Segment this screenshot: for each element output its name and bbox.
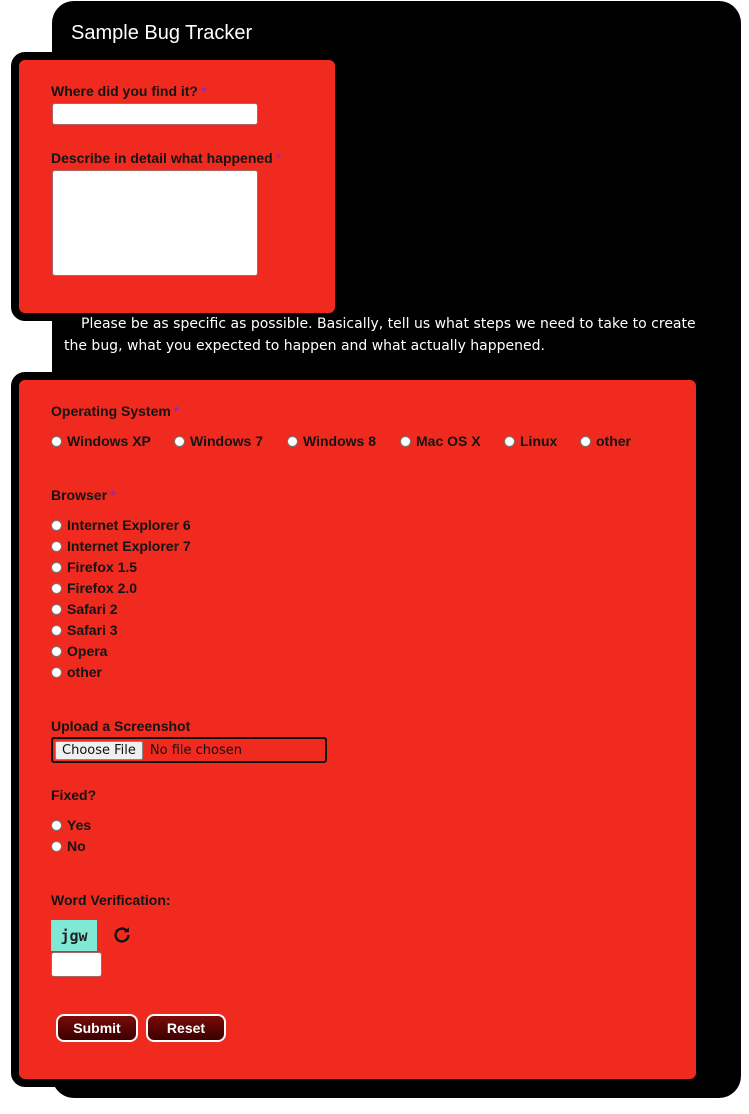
browser-label: Browser * <box>51 487 116 503</box>
radio-button[interactable] <box>51 820 62 831</box>
description-label: Describe in detail what happened * <box>51 150 282 166</box>
radio-button[interactable] <box>51 841 62 852</box>
browser-option-firefox-2-0[interactable]: Firefox 2.0 <box>51 580 137 596</box>
fixed-label: Fixed? <box>51 787 97 803</box>
verification-input[interactable] <box>51 952 102 977</box>
os-label: Operating System * <box>51 403 180 419</box>
where-found-label: Where did you find it? * <box>51 83 207 99</box>
browser-option-firefox-1-5[interactable]: Firefox 1.5 <box>51 559 137 575</box>
fixed-option-no[interactable]: No <box>51 838 86 854</box>
radio-button[interactable] <box>51 625 62 636</box>
verification-label: Word Verification: <box>51 892 171 908</box>
os-option-windows-xp[interactable]: Windows XP <box>51 433 151 449</box>
captcha-image: jgw <box>51 920 97 951</box>
browser-option-safari-3[interactable]: Safari 3 <box>51 622 118 638</box>
where-found-input[interactable] <box>52 103 258 125</box>
os-option-windows-8[interactable]: Windows 8 <box>287 433 376 449</box>
radio-button[interactable] <box>400 436 411 447</box>
radio-button[interactable] <box>51 646 62 657</box>
radio-button[interactable] <box>51 436 62 447</box>
radio-button[interactable] <box>51 583 62 594</box>
radio-button[interactable] <box>287 436 298 447</box>
required-marker: * <box>275 150 282 166</box>
radio-button[interactable] <box>51 520 62 531</box>
description-hint: Please be as specific as possible. Basically, tell us what steps we need to take to create the bug, what you expected to happen and what actually happened. <box>64 316 696 354</box>
radio-button[interactable] <box>51 667 62 678</box>
radio-button[interactable] <box>51 604 62 615</box>
radio-button[interactable] <box>174 436 185 447</box>
file-status: No file chosen <box>149 742 242 758</box>
browser-option-ie6[interactable]: Internet Explorer 6 <box>51 517 191 533</box>
os-option-mac-os-x[interactable]: Mac OS X <box>400 433 481 449</box>
required-marker: * <box>201 83 207 99</box>
page-title: Sample Bug Tracker <box>71 22 253 44</box>
os-option-linux[interactable]: Linux <box>504 433 557 449</box>
fixed-option-yes[interactable]: Yes <box>51 817 91 833</box>
radio-button[interactable] <box>504 436 515 447</box>
radio-button[interactable] <box>580 436 591 447</box>
browser-option-other[interactable]: other <box>51 664 102 680</box>
browser-option-ie7[interactable]: Internet Explorer 7 <box>51 538 191 554</box>
description-textarea[interactable] <box>52 170 258 276</box>
reset-button[interactable]: Reset <box>146 1014 226 1042</box>
submit-button[interactable]: Submit <box>56 1014 138 1042</box>
browser-option-safari-2[interactable]: Safari 2 <box>51 601 118 617</box>
radio-button[interactable] <box>51 541 62 552</box>
upload-label: Upload a Screenshot <box>51 718 191 734</box>
refresh-captcha-icon[interactable] <box>111 924 133 946</box>
browser-option-opera[interactable]: Opera <box>51 643 107 659</box>
screenshot-file-input[interactable] <box>51 737 327 763</box>
required-marker: * <box>110 487 116 503</box>
radio-button[interactable] <box>51 562 62 573</box>
os-option-windows-7[interactable]: Windows 7 <box>174 433 263 449</box>
required-marker: * <box>173 403 180 419</box>
choose-file-button[interactable]: Choose File <box>55 741 143 760</box>
os-option-other[interactable]: other <box>580 433 631 449</box>
